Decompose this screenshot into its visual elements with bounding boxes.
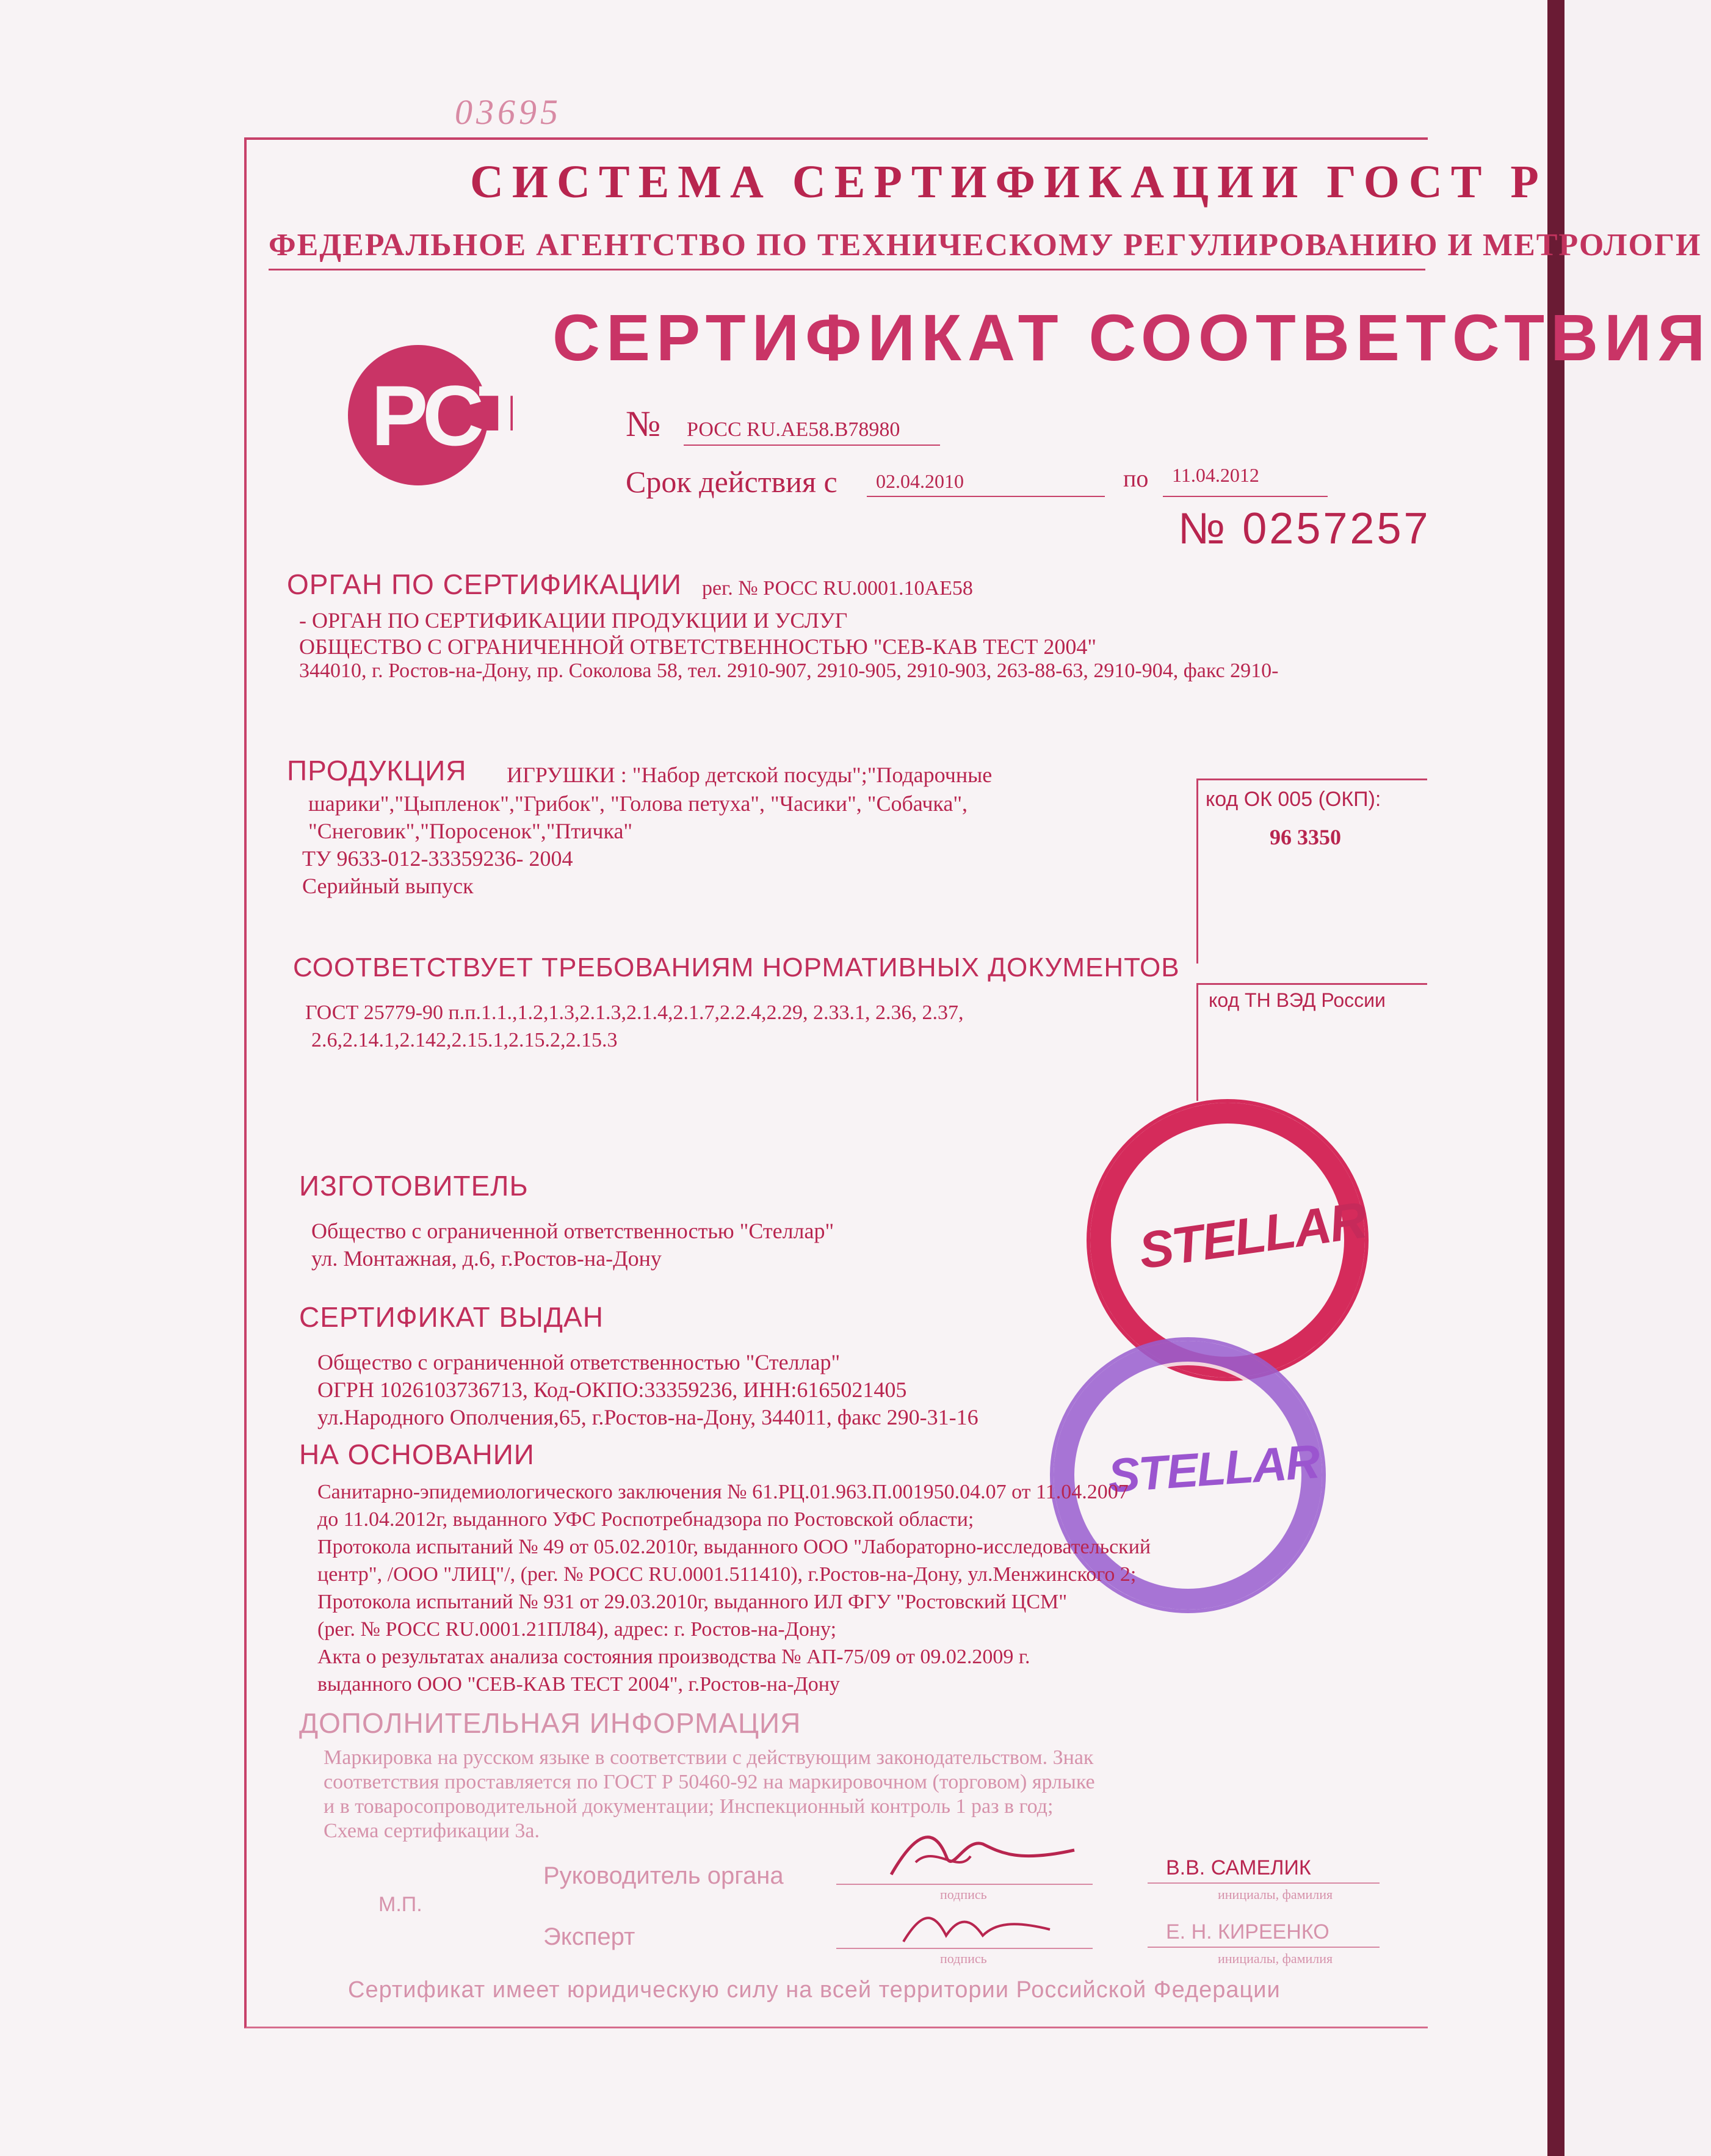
basis-line-1: Санитарно-эпидемиологического заключения № 61.РЦ.01.963.П.001950.04.07 от 11.04.2007 — [317, 1481, 1129, 1503]
stamp-brand-red: STELLAR — [1135, 1191, 1369, 1280]
basis-line-5: Протокола испытаний № 931 от 29.03.2010г, выданного ИЛ ФГУ "Ростовский ЦСМ" — [317, 1591, 1068, 1613]
head-name: В.В. САМЕЛИК — [1166, 1856, 1311, 1879]
stamp-brand-purple: STELLAR — [1106, 1434, 1321, 1503]
product-line-3: "Снеговик","Поросенок","Птичка" — [308, 819, 633, 843]
manufacturer-heading: ИЗГОТОВИТЕЛЬ — [299, 1170, 529, 1202]
expert-label: Эксперт — [543, 1923, 635, 1950]
okp-label: код ОК 005 (ОКП): — [1206, 788, 1381, 811]
basis-line-3: Протокола испытаний № 49 от 05.02.2010г, выданного ООО "Лабораторно-исследовательский — [317, 1536, 1151, 1558]
manufacturer-line-1: Общество с ограниченной ответственностью "Стеллар" — [311, 1219, 834, 1243]
valid-to: 11.04.2012 — [1172, 464, 1259, 486]
rst-logo-text: РСТ — [371, 368, 527, 463]
valid-to-line — [1163, 496, 1328, 497]
organ-heading: ОРГАН ПО СЕРТИФИКАЦИИ — [287, 568, 682, 600]
issued-heading: СЕРТИФИКАТ ВЫДАН — [299, 1301, 604, 1333]
conformity-line-1: ГОСТ 25779-90 п.п.1.1.,1.2,1.3,2.1.3,2.1.4,2.1.7,2.2.4,2.29, 2.33.1, 2.36, 2.37, — [305, 1001, 964, 1024]
mp-label: М.П. — [378, 1893, 422, 1916]
system-title: СИСТЕМА СЕРТИФИКАЦИИ ГОСТ Р — [470, 156, 1547, 208]
serial-number: № 0257257 — [1178, 504, 1431, 553]
handwritten-note: 03695 — [455, 92, 562, 132]
additional-heading: ДОПОЛНИТЕЛЬНАЯ ИНФОРМАЦИЯ — [299, 1707, 801, 1739]
product-line-5: Серийный выпуск — [302, 874, 474, 898]
organ-line-3: 344010, г. Ростов-на-Дону, пр. Соколова 58, тел. 2910-907, 2910-905, 2910-903, 263-88-63, 2910-904, факс 2910- — [299, 659, 1279, 682]
head-sign-caption: подпись — [940, 1887, 987, 1902]
footer-note: Сертификат имеет юридическую силу на всей территории Российской Федерации — [348, 1977, 1281, 2003]
additional-line-3: и в товаросопроводительной документации; Инспекционный контроль 1 раз в год; — [324, 1795, 1054, 1818]
tnved-label: код ТН ВЭД России — [1209, 989, 1386, 1011]
product-line-1: ИГРУШКИ : "Набор детской посуды";"Подарочные — [507, 763, 993, 787]
certificate-number: РОСС RU.АЕ58.В78980 — [687, 418, 900, 441]
number-underline — [684, 445, 940, 446]
conformity-line-2: 2.6,2.14.1,2.142,2.15.1,2.15.2,2.15.3 — [311, 1029, 618, 1051]
valid-from-line — [867, 496, 1105, 497]
conformity-heading: СООТВЕТСТВУЕТ ТРЕБОВАНИЯМ НОРМАТИВНЫХ ДОКУМЕНТОВ — [293, 953, 1180, 982]
head-name-line — [1148, 1882, 1380, 1884]
validity-label: Срок действия с — [626, 465, 837, 499]
organ-line-1: - ОРГАН ПО СЕРТИФИКАЦИИ ПРОДУКЦИИ И УСЛУГ — [299, 608, 848, 633]
certificate-title: СЕРТИФИКАТ СООТВЕТСТВИЯ — [552, 300, 1711, 374]
issued-line-2: ОГРН 1026103736713, Код-ОКПО:33359236, ИНН:6165021405 — [317, 1377, 907, 1402]
agency-title: ФЕДЕРАЛЬНОЕ АГЕНТСТВО ПО ТЕХНИЧЕСКОМУ РЕГУЛИРОВАНИЮ И МЕТРОЛОГИ — [269, 228, 1702, 263]
manufacturer-line-2: ул. Монтажная, д.6, г.Ростов-на-Дону — [311, 1246, 662, 1271]
product-line-4: ТУ 9633-012-33359236- 2004 — [302, 846, 573, 871]
additional-line-1: Маркировка на русском языке в соответствии с действующим законодательством. Знак — [324, 1746, 1094, 1769]
number-sign: № — [626, 404, 661, 444]
expert-signature — [891, 1893, 1062, 1960]
expert-sign-caption: подпись — [940, 1951, 987, 1966]
additional-line-4: Схема сертификации 3а. — [324, 1820, 540, 1842]
header-divider — [269, 269, 1425, 270]
basis-line-6: (рег. № РОСС RU.0001.21ПЛ84), адрес: г. Ростов-на-Дону; — [317, 1618, 837, 1641]
organ-line-2: ОБЩЕСТВО С ОГРАНИЧЕННОЙ ОТВЕТСТВЕННОСТЬЮ "СЕВ-КАВ ТЕСТ 2004" — [299, 634, 1097, 659]
head-name-caption: инициалы, фамилия — [1218, 1887, 1333, 1902]
head-signature — [879, 1820, 1080, 1893]
additional-line-2: соответствия проставляется по ГОСТ Р 50460-92 на маркировочном (торговом) ярлыке — [324, 1771, 1095, 1793]
valid-to-label: по — [1123, 465, 1149, 492]
product-heading: ПРОДУКЦИЯ — [287, 755, 467, 786]
basis-line-7: Акта о результатах анализа состояния производства № АП-75/09 от 09.02.2009 г. — [317, 1646, 1030, 1668]
valid-from: 02.04.2010 — [876, 470, 964, 492]
basis-line-8: выданного ООО "СЕВ-КАВ ТЕСТ 2004", г.Ростов-на-Дону — [317, 1673, 840, 1696]
expert-name: Е. Н. КИРЕЕНКО — [1166, 1920, 1329, 1944]
expert-name-caption: инициалы, фамилия — [1218, 1951, 1333, 1966]
basis-line-2: до 11.04.2012г, выданного УФС Роспотребнадзора по Ростовской области; — [317, 1508, 974, 1531]
product-line-2: шарики","Цыпленок","Грибок", "Голова петуха", "Часики", "Собачка", — [308, 791, 968, 816]
issued-line-3: ул.Народного Ополчения,65, г.Ростов-на-Дону, 344011, факс 290-31-16 — [317, 1405, 978, 1429]
organ-reg: рег. № РОСС RU.0001.10АЕ58 — [702, 577, 973, 600]
expert-name-line — [1148, 1947, 1380, 1948]
basis-line-4: центр", /ООО "ЛИЦ"/, (рег. № РОСС RU.0001.511410), г.Ростов-на-Дону, ул.Менжинского 2; — [317, 1563, 1137, 1586]
issued-line-1: Общество с ограниченной ответственностью "Стеллар" — [317, 1350, 841, 1374]
okp-value: 96 3350 — [1270, 825, 1341, 849]
head-label: Руководитель органа — [543, 1862, 784, 1889]
basis-heading: НА ОСНОВАНИИ — [299, 1439, 535, 1470]
